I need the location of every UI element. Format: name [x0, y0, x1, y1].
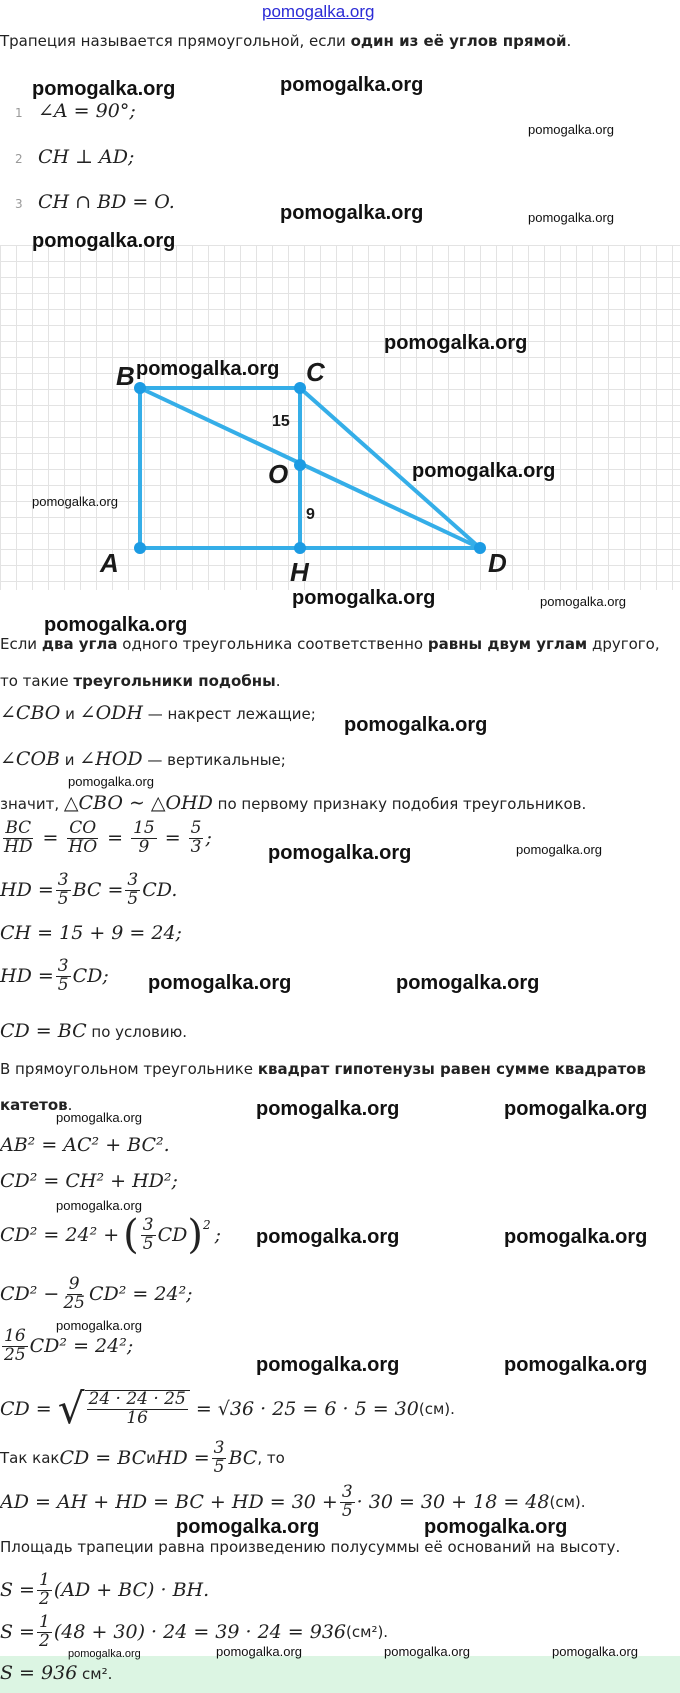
fraction	[87, 1388, 188, 1428]
fraction	[2, 1328, 28, 1365]
fraction	[2, 820, 34, 857]
equals: =	[42, 827, 59, 850]
watermark: pomogalka.org	[516, 842, 602, 857]
area2-rhs: (48 + 30) · 24 = 39 · 24 = 936	[53, 1621, 347, 1644]
numerator: 3	[57, 870, 69, 890]
point-a	[134, 542, 146, 554]
denominator: 5	[57, 888, 69, 909]
hd-lhs: HD =	[0, 879, 54, 902]
answer	[0, 1662, 112, 1684]
conclusion-pre: значит,	[0, 795, 64, 813]
watermark: pomogalka.org	[56, 1198, 142, 1213]
hd-end: CD.	[142, 879, 178, 902]
area-formula	[0, 1572, 209, 1609]
denominator: HD	[4, 836, 33, 857]
eq5-end: CD² = 24²;	[29, 1335, 134, 1358]
fraction	[189, 820, 204, 857]
hd-equation	[0, 872, 177, 909]
watermark: pomogalka.org	[280, 74, 424, 96]
fraction	[66, 820, 99, 857]
denominator: 5	[57, 974, 69, 995]
eq3-end: ;	[214, 1224, 222, 1246]
tak-kak-line	[0, 1440, 285, 1477]
watermark: pomogalka.org	[540, 594, 626, 609]
watermark: pomogalka.org	[32, 494, 118, 509]
intro-pre: Трапеция называется прямоугольной, если	[0, 32, 351, 50]
pythagoras-rule	[0, 1060, 646, 1078]
tak-and: и	[146, 1449, 156, 1468]
point-h	[294, 542, 306, 554]
ad-rhs: · 30 = 30 + 18 = 48	[356, 1491, 550, 1514]
rule-pre: Если	[0, 635, 42, 653]
watermark: pomogalka.org	[292, 587, 436, 609]
given-number: 3	[15, 197, 23, 211]
watermark: pomogalka.org	[56, 1110, 142, 1125]
ad-unit: (см).	[549, 1493, 586, 1512]
angle-odh: ∠ODH	[79, 702, 143, 724]
intro-bold: один из её углов прямой	[350, 32, 567, 50]
watermark: pomogalka.org	[396, 972, 540, 994]
answer-math: S = 936	[0, 1662, 78, 1684]
watermark: pomogalka.org	[344, 714, 488, 736]
label-c: C	[306, 357, 325, 387]
area2-lhs: S =	[0, 1621, 35, 1644]
answer-unit: см².	[77, 1665, 113, 1683]
tak-m2: HD =	[155, 1447, 210, 1470]
label-oh-length: 9	[306, 506, 315, 523]
watermark: pomogalka.org	[424, 1516, 568, 1538]
watermark: pomogalka.org	[44, 614, 188, 636]
similarity-rule	[0, 635, 660, 653]
equals: =	[107, 827, 124, 850]
ratio-equation	[0, 820, 212, 857]
watermark: pomogalka.org	[504, 1098, 648, 1120]
radical-sign: √	[57, 1384, 85, 1433]
denominator: 5	[127, 888, 139, 909]
fraction	[125, 872, 140, 909]
numerator: 9	[68, 1274, 80, 1294]
watermark: pomogalka.org	[528, 122, 614, 137]
cd-bc-math: CD = BC	[0, 1020, 87, 1042]
eq3-square: 2	[202, 1218, 211, 1232]
angles-desc: — вертикальные;	[142, 751, 286, 769]
similarity-conclusion	[0, 792, 586, 814]
rule-bold2: равны двум углам	[427, 635, 588, 653]
fraction	[212, 1440, 227, 1477]
trapezoid-figure	[0, 245, 680, 590]
fraction	[131, 820, 157, 857]
denominator: 25	[63, 1292, 85, 1313]
point-d	[474, 542, 486, 554]
numerator: 16	[4, 1326, 26, 1346]
pyth-bold2: катетов	[0, 1096, 68, 1114]
hd-mid: BC =	[72, 879, 124, 902]
given-item: ∠A = 90°;	[38, 100, 136, 122]
pyth-post: .	[67, 1096, 73, 1114]
and-word: и	[60, 751, 80, 769]
label-co-length: 15	[272, 413, 290, 430]
denominator: 2	[38, 1630, 50, 1651]
watermark: pomogalka.org	[268, 842, 412, 864]
watermark: pomogalka.org	[552, 1644, 638, 1659]
fraction	[56, 872, 71, 909]
eq3-inner: CD	[157, 1224, 188, 1246]
and-word: и	[60, 705, 80, 723]
watermark: pomogalka.org	[528, 210, 614, 225]
tak-m3: BC	[228, 1447, 258, 1470]
label-d: D	[488, 548, 507, 578]
numerator: 5	[190, 818, 202, 838]
eq4-lhs: CD² −	[0, 1283, 60, 1306]
tak-post: , то	[257, 1449, 285, 1468]
eq-cd-subtract	[0, 1276, 193, 1313]
fraction	[56, 958, 71, 995]
equals: =	[164, 827, 181, 850]
watermark: pomogalka.org	[148, 972, 292, 994]
watermark: pomogalka.org	[256, 1354, 400, 1376]
eq6-unit: (см).	[418, 1399, 455, 1418]
eq-cd-expand	[0, 1212, 221, 1258]
point-b	[134, 382, 146, 394]
given-number: 2	[15, 152, 23, 166]
eq6-mid: = √36 · 25 = 6 · 5 = 30	[195, 1397, 419, 1420]
watermark: pomogalka.org	[280, 202, 424, 224]
rule-post: другого,	[587, 635, 660, 653]
watermark: pomogalka.org	[504, 1226, 648, 1248]
given-item: CH ⊥ AD;	[38, 146, 135, 168]
semicolon: ;	[205, 827, 212, 850]
given-number: 1	[15, 106, 23, 120]
watermark: pomogalka.org	[384, 332, 528, 354]
similarity-rule-line2	[0, 672, 280, 690]
watermark: pomogalka.org	[256, 1226, 400, 1248]
denominator: 5	[142, 1233, 154, 1254]
watermark: pomogalka.org	[216, 1644, 302, 1659]
watermark: pomogalka.org	[412, 460, 556, 482]
area2-unit: (см²).	[346, 1623, 389, 1642]
eq-cd-simplify	[0, 1328, 133, 1365]
numerator: 3	[57, 956, 69, 976]
numerator: 3	[127, 870, 139, 890]
ch-equation: CH = 15 + 9 = 24;	[0, 922, 182, 944]
watermark: pomogalka.org	[176, 1516, 320, 1538]
fraction	[340, 1484, 355, 1521]
angle-hod: ∠HOD	[79, 748, 143, 770]
denominator: 25	[4, 1344, 26, 1365]
ad-lhs: AD = AH + HD = BC + HD = 30 +	[0, 1491, 338, 1514]
denominator: 9	[138, 836, 150, 857]
watermark: pomogalka.org	[256, 1098, 400, 1120]
site-header-link[interactable]: pomogalka.org	[262, 2, 375, 21]
eq-cd-root	[0, 1384, 455, 1433]
angle-cbo: ∠CBO	[0, 702, 61, 724]
pyth-bold: квадрат гипотенузы равен сумме квадратов	[257, 1060, 646, 1078]
paren-open: (	[123, 1212, 139, 1258]
cd-bc-text: по условию.	[86, 1023, 188, 1041]
numerator: 1	[38, 1612, 50, 1632]
numerator: CO	[69, 818, 97, 838]
watermark: pomogalka.org	[32, 78, 176, 100]
numerator: 1	[38, 1570, 50, 1590]
numerator: BC	[5, 818, 32, 838]
label-o: O	[268, 459, 289, 489]
watermark: pomogalka.org	[384, 1644, 470, 1659]
rule-bold1: два угла	[41, 635, 118, 653]
paren-close: )	[187, 1212, 203, 1258]
eq6-lhs: CD =	[0, 1397, 52, 1420]
tak-m1: CD = BC	[59, 1447, 147, 1470]
given-item: CH ∩ BD = O.	[38, 191, 175, 213]
eq-ab: AB² = AC² + BC².	[0, 1134, 170, 1156]
fraction	[37, 1614, 52, 1651]
area-calculation	[0, 1614, 388, 1651]
denominator: 2	[38, 1588, 50, 1609]
area1-rhs: (AD + BC) · BH.	[53, 1579, 210, 1602]
rule2-bold: треугольники подобны	[73, 672, 276, 690]
rule2-post: .	[275, 672, 281, 690]
watermark: pomogalka.org	[68, 774, 154, 789]
tak-pre: Так как	[0, 1449, 60, 1468]
conclusion-post: по первому признаку подобия треугольников.	[212, 795, 587, 813]
eq-cd: CD² = CH² + HD²;	[0, 1170, 178, 1192]
numerator: 15	[133, 818, 155, 838]
denominator: 16	[126, 1407, 148, 1428]
area1-lhs: S =	[0, 1579, 35, 1602]
numerator: 3	[213, 1438, 225, 1458]
watermark: pomogalka.org	[68, 1648, 141, 1660]
intro-post: .	[566, 32, 572, 50]
denominator: 5	[213, 1456, 225, 1477]
watermark: pomogalka.org	[136, 358, 280, 380]
angles-desc: — накрест лежащие;	[142, 705, 316, 723]
area-rule: Площадь трапеции равна произведению полусуммы её оснований на высоту.	[0, 1538, 621, 1556]
denominator: HO	[68, 836, 98, 857]
fraction	[37, 1572, 52, 1609]
numerator: 3	[341, 1482, 353, 1502]
rule-mid: одного треугольника соответственно	[117, 635, 428, 653]
point-c	[294, 382, 306, 394]
hd2-lhs: HD =	[0, 965, 54, 988]
conclusion-math: △CBO ∼ △OHD	[63, 792, 213, 814]
numerator: 3	[142, 1214, 154, 1235]
point-o	[294, 459, 306, 471]
hd2-end: CD;	[72, 965, 109, 988]
label-a: A	[100, 548, 119, 578]
eq4-end: CD² = 24²;	[89, 1283, 193, 1306]
watermark: pomogalka.org	[32, 230, 176, 252]
angles-line-2	[0, 748, 286, 770]
watermark: pomogalka.org	[56, 1318, 142, 1333]
eq3-lhs: CD² = 24² +	[0, 1224, 120, 1246]
watermark: pomogalka.org	[504, 1354, 648, 1376]
denominator: 5	[341, 1500, 353, 1521]
angle-cob: ∠COB	[0, 748, 60, 770]
denominator: 3	[190, 836, 202, 857]
angles-line-1	[0, 702, 316, 724]
cd-bc-line	[0, 1020, 187, 1042]
intro-text	[0, 32, 571, 50]
radicand	[85, 1390, 190, 1428]
numerator: 24 · 24 · 25	[88, 1388, 186, 1409]
label-b: B	[116, 361, 135, 391]
pyth-pre: В прямоугольном треугольнике	[0, 1060, 258, 1078]
hd2-equation	[0, 958, 109, 995]
label-h: H	[290, 557, 309, 587]
fraction	[141, 1214, 156, 1254]
rule2-pre: то такие	[0, 672, 74, 690]
fraction	[61, 1276, 87, 1313]
